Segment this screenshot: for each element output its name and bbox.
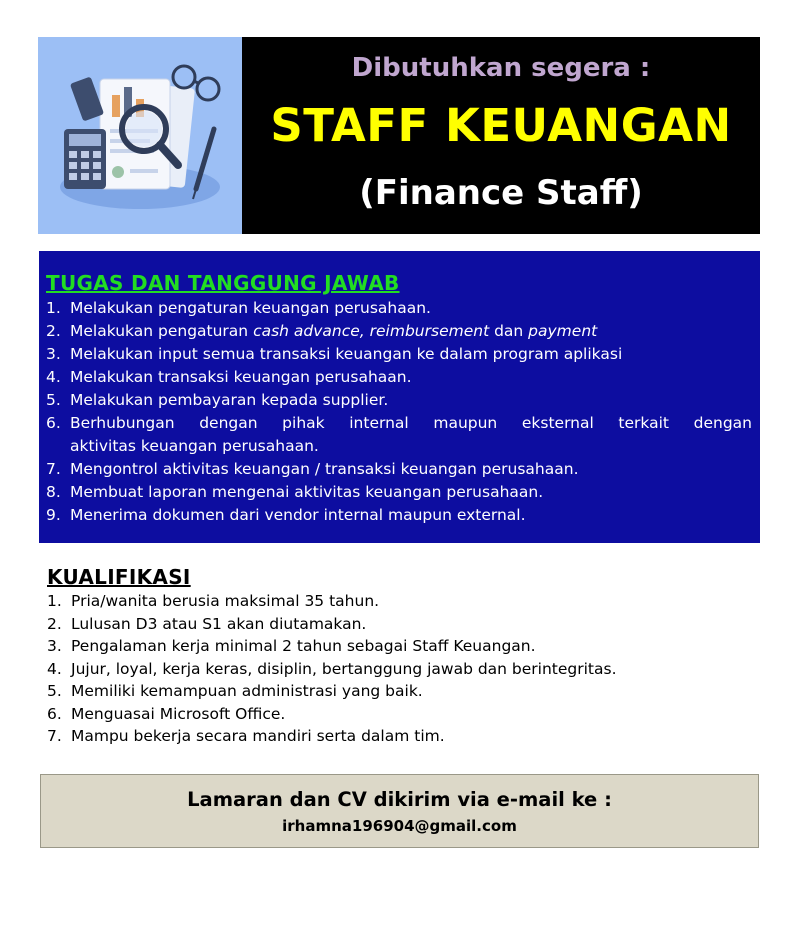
subtitle: Dibutuhkan segera : xyxy=(351,53,651,83)
list-item: 2. Melakukan pengaturan cash advance, reimbursement dan payment xyxy=(46,322,598,340)
header-banner xyxy=(38,37,760,234)
application-instruction: Lamaran dan CV dikirim via e-mail ke : xyxy=(187,788,612,811)
duties-heading: TUGAS DAN TANGGUNG JAWAB xyxy=(46,271,400,295)
list-item: 3. Pengalaman kerja minimal 2 tahun sebagai Staff Keuangan. xyxy=(47,637,536,655)
list-item: 4. Jujur, loyal, kerja keras, disiplin, bertanggung jawab dan berintegritas. xyxy=(47,659,617,678)
list-item: 5. Melakukan pembayaran kepada supplier. xyxy=(46,391,389,409)
list-item: 6. Berhubungan dengan pihak internal maupun eksternal terkait dengan aktivitas keuangan perusahaan. xyxy=(46,414,752,455)
list-item: 2. Lulusan D3 atau S1 akan diutamakan. xyxy=(47,614,367,633)
job-title: STAFF KEUANGAN xyxy=(270,99,732,152)
list-item: 7. Mengontrol aktivitas keuangan / transaksi keuangan perusahaan. xyxy=(46,460,579,478)
list-item: 7. Mampu bekerja secara mandiri serta dalam tim. xyxy=(47,727,445,745)
list-item: 3. Melakukan input semua transaksi keuangan ke dalam program aplikasi xyxy=(46,345,623,363)
list-item: 4. Melakukan transaksi keuangan perusahaan. xyxy=(46,368,412,386)
qualifications-section xyxy=(47,565,747,748)
list-item: 9. Menerima dokumen dari vendor internal maupun external. xyxy=(46,506,526,524)
job-title-english: (Finance Staff) xyxy=(359,173,643,213)
list-item: 6. Menguasai Microsoft Office. xyxy=(47,704,286,723)
title-block xyxy=(242,37,760,234)
list-item: 5. Memiliki kemampuan administrasi yang baik. xyxy=(47,682,423,700)
qualifications-heading: KUALIFIKASI xyxy=(47,565,191,589)
application-email: irhamna196904@gmail.com xyxy=(282,817,517,835)
list-item: 1. Pria/wanita berusia maksimal 35 tahun. xyxy=(47,592,380,610)
duties-section xyxy=(39,251,760,543)
duties-list xyxy=(46,297,752,527)
application-box xyxy=(40,774,759,848)
list-item: 8. Membuat laporan mengenai aktivitas keuangan perusahaan. xyxy=(46,483,544,501)
qualifications-list xyxy=(47,590,747,748)
list-item: 1. Melakukan pengaturan keuangan perusahaan. xyxy=(46,299,431,317)
finance-illustration-icon xyxy=(38,37,242,234)
